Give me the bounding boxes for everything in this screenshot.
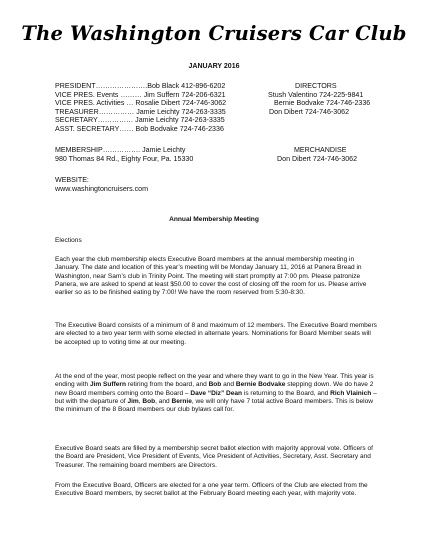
officer-president: PRESIDENT………………….Bob Black 412-896-6202 xyxy=(55,82,226,90)
officer-vp-events: VICE PRES. Events ……… Jim Suffern 724-206-6321 xyxy=(55,90,226,99)
director-item: Stush Valentino 724-225-9841 xyxy=(268,90,364,99)
section-heading: Elections xyxy=(55,237,82,244)
membership-contact: MEMBERSHIP……………. Jamie Leichty xyxy=(55,146,186,154)
website-link[interactable]: www.washingtoncruisers.com xyxy=(55,184,149,193)
director-item: Bernie Bodvake 724-746-2336 xyxy=(274,99,371,107)
directors-heading: DIRECTORS xyxy=(295,82,337,90)
issue-date: JANUARY 2016 xyxy=(188,63,240,70)
officer-secretary: SECRETARY…………… Jamie Leichty 724-263-3335 xyxy=(55,116,225,124)
officer-vp-activities: VICE PRES. Activities … Rosalie Dibert 724-746-3062 xyxy=(55,99,227,107)
officer-treasurer: TREASURER…………… Jamie Leichty 724-263-3335 xyxy=(55,107,226,116)
paragraph-elections: Executive Board seats are filled by a membership secret ballot election with majority approval vote. Officers of the Board are President, Vice President of Events, Vice President of Activities, Secretary, Asst. Secretary and Treasurer. The remaining board members are Directors. xyxy=(55,445,373,469)
paragraph-board-changes: At the end of the year, most people reflect on the year and where they want to go in the New Year. This year is ending with Jim Suffern retiring from the board, and Bob and Bernie Bodvake stepping down. We do have 2 new Board members coming onto the Board – Dave “Diz” Dean is returning to the Board, and Rich Vlainich – but with the departure of Jim, Bob, and Bernie, we will only have 7 total active Board members. This is below the minimum of the 8 Board members our club bylaws call for. xyxy=(55,373,377,413)
officer-asst-secretary: ASST. SECRETARY…… Bob Bodvake 724-746-2336 xyxy=(55,124,224,133)
article-heading: Annual Membership Meeting xyxy=(169,216,259,223)
website-label: WEBSITE: xyxy=(55,176,89,184)
membership-address: 980 Thomas 84 Rd., Eighty Four, Pa. 15330 xyxy=(55,154,194,163)
paragraph-officers: From the Executive Board, Officers are elected for a one year term. Officers of the Club are elected from the Executive Board members, by secret ballot at the February Board meeting each year, with majority vote. xyxy=(55,482,368,498)
paragraph-meeting: Each year the club membership elects Executive Board members at the annual membership meeting in January. The date and location of this year’s meeting will be Monday January 11, 2016 at Panera Bread in Washington, near Sam’s club in Trinity Point. The meeting will start promptly at 7:00 pm. Please patronize Panera, we are asked to spend at least $50.00 to cover the cost of closing off the room for us. Please arrive earlier so as to be finished eating by 7:00! We have the room reserved from 5:30-8:30. xyxy=(55,256,367,296)
director-item: Don Dibert 724-746-3062 xyxy=(269,107,350,116)
club-title: The Washington Cruisers Car Club xyxy=(21,22,407,45)
merchandise-heading: MERCHANDISE xyxy=(294,146,347,154)
paragraph-board: The Executive Board consists of a minimum of 8 and maximum of 12 members. The Executive Board members are elected to a two year term with some elected in alternate years. Nominations for Board Member seats will be accepted up to voting time at our meeting. xyxy=(55,322,377,346)
merchandise-contact: Don Dibert 724-746-3062 xyxy=(277,154,358,163)
